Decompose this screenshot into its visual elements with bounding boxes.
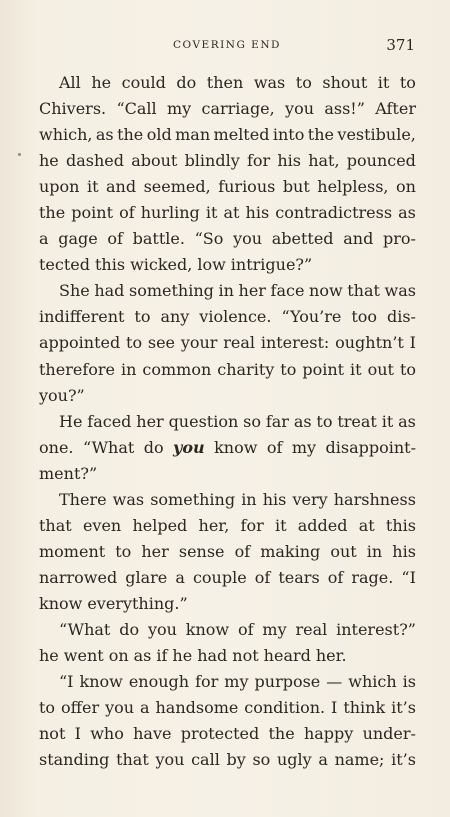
word: a	[139, 698, 150, 718]
word: charity	[217, 359, 275, 379]
word: and	[106, 177, 137, 197]
word: rage.	[351, 567, 394, 587]
word: wicked,	[130, 255, 193, 275]
word: by	[226, 750, 246, 770]
word: treat	[337, 411, 377, 431]
word: not	[39, 724, 66, 744]
word: had	[197, 646, 228, 666]
text-line	[39, 200, 416, 226]
word: you	[173, 437, 205, 457]
word: dashed	[65, 151, 124, 171]
word: real	[223, 333, 256, 353]
word: was	[112, 489, 145, 509]
word: her	[141, 541, 169, 561]
word: common	[142, 359, 212, 379]
word: gage	[58, 229, 98, 249]
word: man	[175, 125, 211, 145]
text-line	[39, 695, 416, 721]
word: could	[121, 73, 166, 92]
text-line	[39, 513, 416, 539]
word: faced	[87, 411, 132, 431]
word: melted	[213, 125, 270, 145]
word: low	[197, 255, 226, 275]
word: furious	[218, 177, 276, 197]
word: a	[39, 229, 49, 249]
word: question	[168, 411, 239, 431]
word: He	[59, 411, 83, 431]
word: he	[39, 646, 59, 666]
word: for	[195, 672, 219, 692]
word: standing	[39, 750, 110, 770]
word: vestibule,	[337, 125, 416, 145]
word: he	[39, 151, 59, 171]
text-line	[39, 643, 416, 669]
word: ugly	[276, 750, 312, 770]
word: tears	[278, 567, 320, 587]
word: to	[39, 698, 56, 718]
word: his	[277, 151, 301, 171]
word: of	[237, 619, 254, 639]
word: you	[105, 698, 135, 718]
word: handsome	[155, 698, 239, 718]
word: it	[205, 203, 218, 223]
word: point	[71, 203, 114, 223]
word: it	[350, 359, 362, 379]
word: one.	[39, 437, 74, 457]
word: into	[272, 125, 305, 145]
word: After	[375, 99, 416, 119]
word: Chivers.	[39, 99, 107, 119]
word: very	[292, 489, 328, 509]
word: “What	[82, 437, 135, 457]
word: of	[254, 567, 271, 587]
word: if	[156, 646, 168, 666]
text-line	[39, 669, 416, 695]
word: face	[270, 281, 305, 301]
word: under-	[362, 724, 416, 744]
word: indifferent	[39, 307, 125, 327]
word: All	[59, 73, 81, 92]
word: do	[176, 73, 197, 92]
word: as	[398, 203, 416, 223]
text-line	[39, 539, 416, 565]
word: heard	[263, 646, 311, 666]
word: in	[241, 489, 257, 509]
text-line	[39, 96, 416, 122]
text-line	[39, 435, 416, 461]
word: so	[243, 411, 261, 431]
text-line	[39, 304, 416, 330]
word: you	[285, 99, 315, 119]
word: went	[63, 646, 104, 666]
word: something	[129, 281, 214, 301]
word: for	[240, 515, 264, 535]
word: harshness	[333, 489, 416, 509]
word: her.	[315, 646, 347, 666]
text-line	[39, 721, 416, 747]
word: her,	[198, 515, 230, 535]
text-line	[39, 487, 416, 513]
word: for	[246, 151, 271, 171]
word: and	[343, 229, 374, 249]
word: think	[343, 698, 386, 718]
word: is	[402, 672, 416, 692]
word: old	[146, 125, 172, 145]
text-line	[39, 409, 416, 435]
word: he	[172, 646, 193, 666]
text-line	[39, 174, 416, 200]
word: contradictress	[275, 203, 393, 223]
word: but	[282, 177, 310, 197]
text-line	[39, 617, 416, 643]
word: as	[293, 411, 312, 431]
word: any	[160, 307, 190, 327]
word: ass!”	[324, 99, 365, 119]
word: know	[214, 437, 258, 457]
word: in	[218, 281, 234, 301]
text-line	[39, 226, 416, 252]
word: who	[90, 724, 124, 744]
word: everything.”	[87, 593, 188, 613]
text-line	[39, 591, 416, 617]
word: point	[302, 359, 345, 379]
word: it’s	[391, 698, 416, 718]
word: There	[59, 489, 107, 509]
word: his	[262, 489, 287, 509]
word: far	[265, 411, 289, 431]
page-number: 371	[386, 36, 415, 54]
word: too	[351, 307, 378, 327]
word: of	[266, 437, 283, 457]
word: see	[147, 333, 176, 353]
word: he	[91, 73, 112, 92]
word: in	[120, 359, 137, 379]
word: my	[224, 672, 249, 692]
word: to	[316, 411, 333, 431]
text-line	[39, 357, 416, 383]
word: “Call	[116, 99, 157, 119]
word: had	[94, 281, 125, 301]
word: pro-	[382, 229, 416, 249]
word: seemed,	[143, 177, 211, 197]
word: to	[280, 359, 297, 379]
word: intrigue?”	[230, 255, 313, 275]
word: moment	[39, 541, 106, 561]
word: even	[82, 515, 122, 535]
word: helpless,	[317, 177, 389, 197]
text-line	[39, 747, 416, 773]
word: her	[238, 281, 266, 301]
word: to	[134, 307, 151, 327]
word: his	[392, 541, 416, 561]
word: out	[367, 359, 394, 379]
word: the	[117, 125, 144, 145]
word: this	[95, 255, 126, 275]
word: appointed	[39, 333, 121, 353]
paper-speck	[18, 153, 21, 156]
text-line	[39, 148, 416, 174]
word: enough	[128, 672, 190, 692]
word: to	[126, 333, 143, 353]
word: ment?”	[39, 463, 98, 483]
word: of	[234, 541, 251, 561]
word: in	[366, 541, 383, 561]
word: —	[326, 672, 343, 692]
word: to	[295, 73, 312, 92]
word: of	[119, 203, 135, 223]
word: “I	[401, 567, 416, 587]
word: have	[133, 724, 172, 744]
word: you?”	[39, 385, 85, 405]
word: “I	[59, 672, 74, 692]
word: the	[268, 724, 295, 744]
word: shout	[322, 73, 368, 92]
word: I	[74, 724, 81, 744]
word: which	[348, 672, 397, 692]
word: of	[327, 567, 344, 587]
word: real	[295, 619, 328, 639]
text-line	[39, 252, 416, 278]
word: sense	[178, 541, 225, 561]
word: as	[95, 125, 114, 145]
word: not	[232, 646, 259, 666]
word: know	[39, 593, 83, 613]
word: protected	[180, 724, 260, 744]
word: narrowed	[39, 567, 118, 587]
body-text	[39, 70, 416, 773]
text-line	[39, 383, 416, 409]
word: now	[309, 281, 343, 301]
word: you	[147, 619, 177, 639]
word: abetted	[271, 229, 334, 249]
word: then	[206, 73, 244, 92]
text-line	[39, 461, 416, 487]
word: her	[136, 411, 164, 431]
word: tected	[39, 255, 90, 275]
word: on	[108, 646, 129, 666]
word: it	[381, 411, 394, 431]
word: it	[377, 73, 390, 92]
word: which,	[39, 125, 93, 145]
word: his	[245, 203, 270, 223]
text-line	[39, 122, 416, 148]
word: “You’re	[281, 307, 342, 327]
word: oughtn’t	[335, 333, 404, 353]
word: as	[398, 411, 416, 431]
word: purpose	[254, 672, 321, 692]
word: at	[358, 515, 375, 535]
word: that	[39, 515, 72, 535]
word: so	[252, 750, 271, 770]
text-line	[39, 278, 416, 304]
word: this	[385, 515, 416, 535]
running-head	[39, 36, 415, 54]
word: pounced	[346, 151, 416, 171]
running-head-title: COVERING END	[173, 39, 281, 51]
text-line	[39, 70, 416, 96]
word: that	[347, 281, 380, 301]
word: as	[133, 646, 152, 666]
word: condition.	[244, 698, 326, 718]
word: my	[262, 619, 287, 639]
word: hurling	[140, 203, 200, 223]
word: out	[330, 541, 357, 561]
word: glare	[125, 567, 168, 587]
word: interest?”	[336, 619, 416, 639]
word: I	[409, 333, 416, 353]
word: to	[399, 359, 416, 379]
word: your	[180, 333, 218, 353]
word: my	[166, 99, 192, 119]
word: “What	[59, 619, 111, 639]
word: call	[191, 750, 220, 770]
word: do	[119, 619, 140, 639]
word: of	[107, 229, 123, 249]
word: violence.	[199, 307, 272, 327]
word: battle.	[132, 229, 185, 249]
word: was	[384, 281, 416, 301]
word: to	[115, 541, 132, 561]
word: “So	[194, 229, 224, 249]
word: hat,	[308, 151, 340, 171]
word: at	[223, 203, 240, 223]
word: upon	[39, 177, 80, 197]
word: you	[233, 229, 263, 249]
word: the	[307, 125, 334, 145]
word: it’s	[391, 750, 416, 770]
word: was	[253, 73, 286, 92]
word: my	[291, 437, 317, 457]
word: She	[59, 281, 90, 301]
word: disappoint-	[325, 437, 416, 457]
word: know	[185, 619, 230, 639]
word: name;	[334, 750, 385, 770]
word: happy	[303, 724, 354, 744]
word: making	[260, 541, 321, 561]
word: therefore	[39, 359, 115, 379]
word: you	[155, 750, 185, 770]
word: added	[297, 515, 348, 535]
text-line	[39, 565, 416, 591]
word: do	[143, 437, 164, 457]
word: interest:	[260, 333, 330, 353]
word: dis-	[386, 307, 416, 327]
word: the	[39, 203, 66, 223]
word: helped	[132, 515, 188, 535]
word: a	[318, 750, 328, 770]
word: on	[396, 177, 416, 197]
word: it	[274, 515, 287, 535]
word: I	[331, 698, 338, 718]
word: offer	[61, 698, 100, 718]
word: something	[150, 489, 236, 509]
word: that	[116, 750, 149, 770]
word: blindly	[184, 151, 240, 171]
word: carriage,	[201, 99, 275, 119]
word: about	[131, 151, 178, 171]
word: it	[86, 177, 99, 197]
word: to	[399, 73, 416, 92]
word: a	[175, 567, 185, 587]
word: couple	[192, 567, 247, 587]
text-line	[39, 330, 416, 356]
word: know	[79, 672, 123, 692]
